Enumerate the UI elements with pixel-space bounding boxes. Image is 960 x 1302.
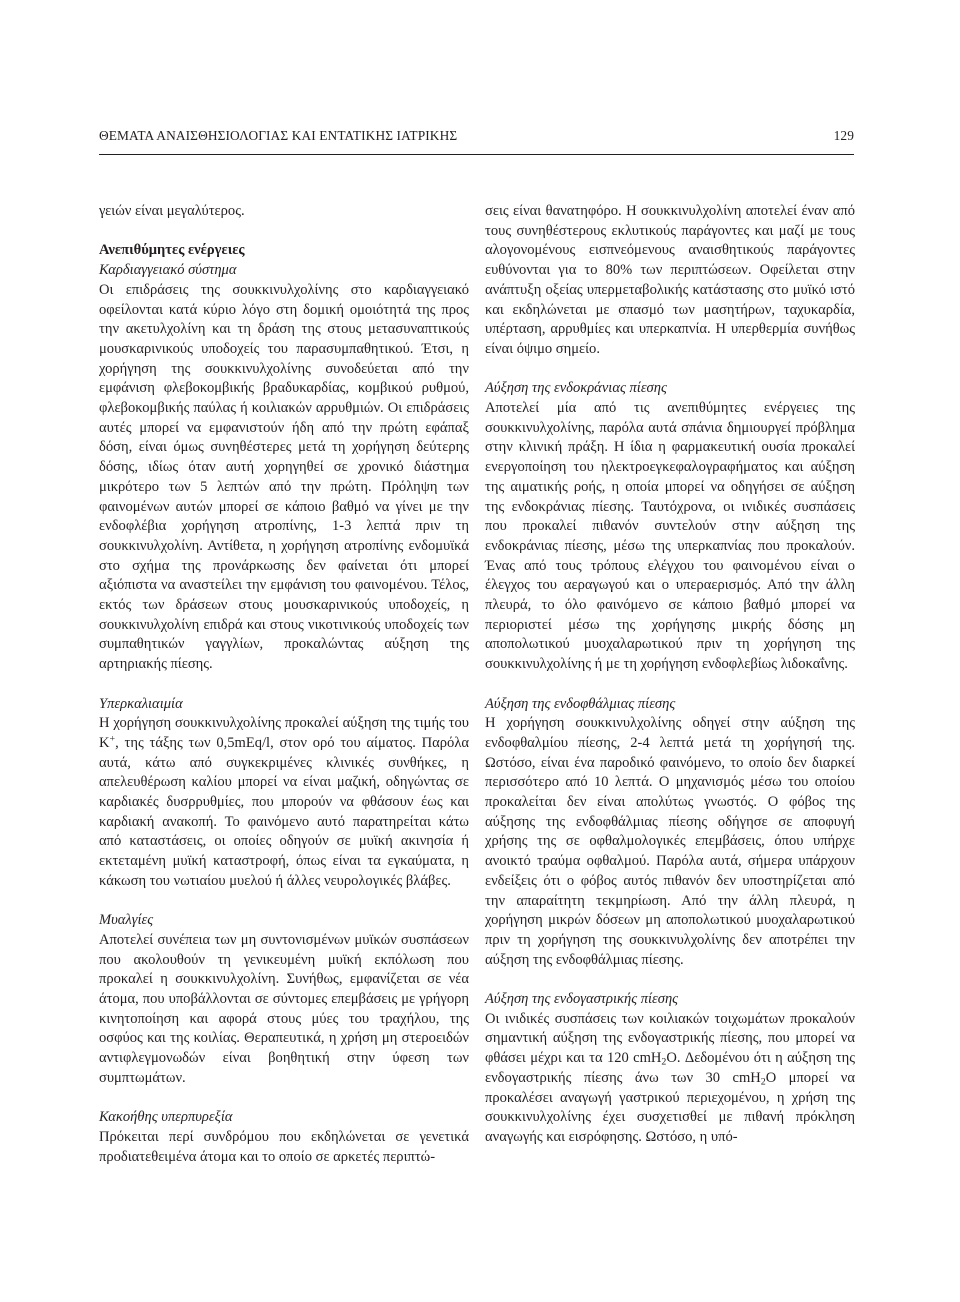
left-column — [99, 202, 469, 1167]
right-column — [485, 202, 855, 1148]
myalgia-subheading: Μυαλγίες — [99, 912, 154, 929]
intragastric-pressure-subheading: Αύξηση της ενδογαστρικής πίεσης — [485, 991, 679, 1008]
cardiovascular-subheading: Καρδιαγγειακό σύστημα — [99, 262, 237, 279]
intragastric-pressure-paragraph: Οι ινιδικές συσπάσεις των κοιλιακών τοιχωμάτων προκαλούν σημαντική αύξηση της ενδογαστρικής πίεσης, που μπορεί να φθάσει μέχρι και τα 120 cmH$_2$O. Δεδομένου ότι η αύξηση της ενδογαστρικής πίεσης άνω των 30 cmH$_2$O μπορεί να προκαλέσει αναγωγή γαστρικού περιεχομένου, η χρήση της σουκκινυλχολίνης έχει συσχετισθεί με πιθανή πρόκληση αναγωγής και εισρόφησης. Ωστόσο, η υπό- — [485, 1010, 855, 1145]
intraocular-pressure-paragraph: Η χορήγηση σουκκινυλχολίνης οδηγεί στην αύξηση της ενδοφθαλμίου πίεσης, 2-4 λεπτά μετά τη χορήγησή της. Ωστόσο, είναι ένα παροδικό φαινόμενο, το οποίο δεν διαρκεί περισσότερο από 10 λεπτά. Ο μηχανισμός μέσω του οποίου προκαλείται δεν είναι απολύτως γνωστός. Ο φόβος της αύξησης της ενδοφθάλμιας πίεσης οδήγησε σε αποφυγή χρήσης της σε οφθαλμολογικές επεμβάσεις, όπου υπήρχε ανοικτό τραύμα οφθαλμού. Παρόλα αυτά, σήμερα υπάρχουν ενδείξεις ότι ο φόβος αυτός πιθανόν δεν υποστηρίζεται από την απαραίτητη τεκμηρίωση. Από την άλλη πλευρά, η χορήγηση μικρών δόσεων μη αποπολωτικού μυοχαλαρωτικού πριν τη χορήγηση της σουκκινυλχολίνης δεν αποτρέπει την αύξηση της ενδοφθάλμιας πίεσης. — [485, 715, 855, 968]
intracranial-pressure-paragraph: Αποτελεί μία από τις ανεπιθύμητες ενέργειες της σουκκινυλχολίνης, παρόλα αυτά σπάνια δημιουργεί πρόβλημα στην κλινική πράξη. Η ίδια η φαρμακευτική ουσία προκαλεί ενεργοποίηση του ηλεκτροεγκεφαλογραφήματος και αύξηση της αιματικής ροής, η οποία μπορεί να οδηγήσει σε αύξηση της ενδοκράνιας πίεσης. Ταυτόχρονα, οι ινιδικές συσπάσεις που προκαλεί πιθανόν συντελούν στην αύξηση της ενδοκράνιας πίεσης, μέσω της υπερκαπνίας που προκαλούν. Ένας από τους τρόπους ελέγχου του φαινομένου είναι ο έλεγχος του αεραγωγού και ο υπεραερισμός. Από την άλλη πλευρά, το όλο φαινόμενο σε κάποιο βαθμό μπορεί να περιοριστεί μέσω της χορήγησης μικρής δόσης μη αποπολωτικού μυοχαλαρωτικού πριν τη χορήγηση της σουκκινυλχολίνης ή με τη χορήγηση ενδοφλεβίως λιδοκαΐνης. — [485, 400, 855, 673]
intraocular-pressure-subheading: Αύξηση της ενδοφθάλμιας πίεσης — [485, 695, 676, 712]
malignant-hyperthermia-subheading: Κακοήθης υπερπυρεξία — [99, 1109, 233, 1126]
myalgia-paragraph: Αποτελεί συνέπεια των μη συντονισμένων μυϊκών συσπάσεων που ακολουθούν τη γενικευμένη μυϊκή εκπόλωση που προκαλεί η σουκκινυλχολίνη. Συνήθως, εμφανίζεται σε νέα άτομα, που υποβάλλονται σε σύντομες επεμβάσεις με γρήγορη κινητοποίηση και αφορά στους μύες του τραχήλου, της οσφύος και της κοιλίας. Θεραπευτικά, η χρήση μη στεροειδών αντιφλεγμονωδών είναι βοηθητική στην ύφεση των συμπτωμάτων. — [99, 931, 469, 1086]
continued-paragraph: γειών είναι μεγαλύτερος. — [99, 203, 245, 219]
hyperkalemia-subheading: Υπερκαλιαιμία — [99, 695, 183, 712]
cardiovascular-paragraph: Οι επιδράσεις της σουκκινυλχολίνης στο καρδιαγγειακό οφείλονται κατά κύριο λόγο στη δομική ομοιότητά της προς την ακετυλχολίνη και τη δράση της στους μετασυναπτικούς μουσκαρινικούς υποδοχείς του παρασυμπαθητικού. Έτσι, η χορήγηση της σουκκινυλχολίνης συνοδεύεται από την εμφάνιση φλεβοκομβικής βραδυκαρδίας, κομβικού ρυθμού, φλεβοκομβικής παύλας ή κοιλιακών αρρυθμιών. Οι επιδράσεις αυτές μπορεί να εμφανιστούν ήδη από την πρώτη εφάπαξ δόση, είναι όμως συνηθέστερες μετά τη χορήγηση δεύτερης δόσης, ιδίως όταν αυτή χορηγηθεί σε χρονικό διάστημα μικρότερο των 5 λεπτών από την πρώτη. Πρόληψη των φαινομένων αυτών μπορεί σε κάποιο βαθμό να γίνει με την ενδοφλέβια χορήγηση ατροπίνης, 1-3 λεπτά πριν τη σουκκινυλχολίνη. Αντίθετα, η χορήγηση ατροπίνης ενδομυϊκά στο σχήμα της προνάρκωσης δεν φαίνεται ότι μπορεί αξιόπιστα να αναστείλει την εμφάνιση του φαινομένου. Τέλος, εκτός των δράσεων στους μουσκαρινικούς υποδοχείς, η σουκκινυλχολίνη επιδρά και στους νικοτινικούς υποδοχείς των συμπαθητικών γαγγλίων, προκαλώντας αύξηση της αρτηριακής πίεσης. — [99, 281, 469, 673]
journal-title: ΘΕΜΑΤΑ ΑΝΑΙΣΘΗΣΙΟΛΟΓΙΑΣ ΚΑΙ ΕΝΤΑΤΙΚΗΣ ΙΑΤΡΙΚΗΣ — [99, 128, 458, 143]
intracranial-pressure-subheading: Αύξηση της ενδοκράνιας πίεσης — [485, 380, 667, 397]
page-number: 129 — [833, 128, 854, 143]
header-rule — [99, 154, 854, 155]
side-effects-heading: Ανεπιθύμητες ενέργειες — [99, 242, 245, 259]
hyperkalemia-paragraph: Η χορήγηση σουκκινυλχολίνης προκαλεί αύξηση της τιμής του K+, της τάξης των 0,5mEq/l, στον ορό του αίματος. Παρόλα αυτά, κάτω από συγκεκριμένες κλινικές συνθήκες, η απελευθέρωση καλίου μπορεί να είναι μαζική, οδηγώντας σε καρδιακές δυσρρυθμίες, που μπορούν να φθάσουν έως και καρδιακή ανακοπή. Το φαινόμενο αυτό παρατηρείται κάτω από καταστάσεις, οι οποίες οδηγούν σε μυϊκή ακινησία ή εκτεταμένη μυϊκή καταστροφή, όπως είναι τα εγκαύματα, η κάκωση του νωτιαίου μυελού ή άλλες νευρολογικές βλάβες. — [99, 715, 469, 889]
malignant-hyperthermia-continued: σεις είναι θανατηφόρο. Η σουκκινυλχολίνη αποτελεί έναν από τους συνηθέστερους εκλυτικούς παράγοντες και μαζί με τους αλογονομένους εισπνεόμενους αναισθητικούς παράγοντες ευθύνονται για το 80% των περιπτώσεων. Οφείλεται στην ανάπτυξη οξείας υπερμεταβολικής κατάστασης στο μυϊκό ιστό και εκδηλώνεται με σπασμό των μασητήρων, ταχυκαρδία, υπέρταση, αρρυθμίες και υπερκαπνία. Η υπερθερμία συνήθως είναι όψιμο σημείο. — [485, 203, 855, 357]
malignant-hyperthermia-paragraph: Πρόκειται περί συνδρόμου που εκδηλώνεται σε γενετικά προδιατεθειμένα άτομα και το οποίο σε αρκετές περιπτώ- — [99, 1128, 469, 1165]
